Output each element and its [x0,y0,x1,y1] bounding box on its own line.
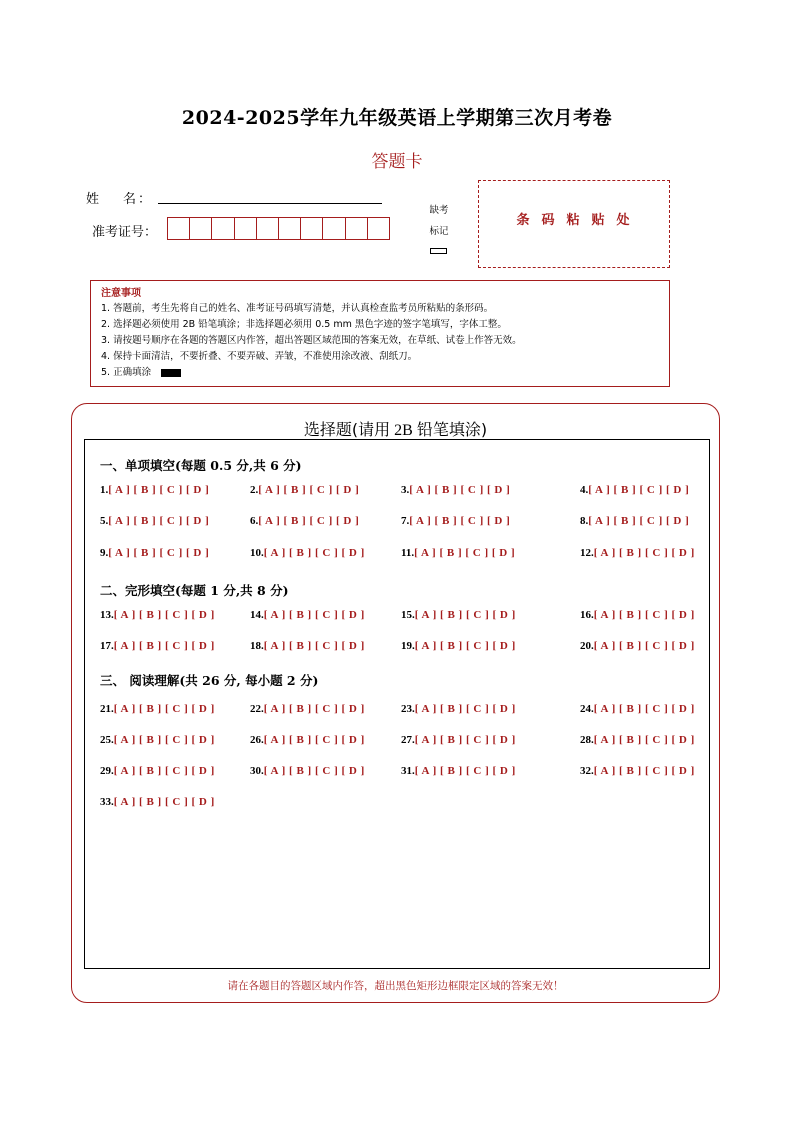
question-number: 17. [100,640,114,652]
answer-bubbles[interactable]: [ A ] [ B ] [ C ] [ D ] [113,703,215,715]
question-29-options[interactable] [100,765,215,777]
question-21-options[interactable] [100,703,215,715]
answer-bubbles[interactable]: [ A ] [ B ] [ C ] [ D ] [113,796,215,808]
question-number: 23. [401,703,415,715]
question-number: 33. [100,796,114,808]
question-number: 1. [100,484,109,496]
question-16-options[interactable] [580,609,695,621]
question-number: 4. [580,484,589,496]
answer-bubbles[interactable]: [ A ] [ B ] [ C ] [ D ] [414,703,516,715]
question-17-options[interactable] [100,640,215,652]
question-number: 13. [100,609,114,621]
part-heading: 二、完形填空(每题 1 分,共 8 分) [100,583,289,598]
question-number: 18. [250,640,264,652]
answer-bubbles[interactable]: [ A ] [ B ] [ C ] [ D ] [263,609,365,621]
name-field[interactable] [158,203,382,204]
question-number: 10. [250,547,264,559]
question-number: 26. [250,734,264,746]
answer-bubbles[interactable]: [ A ] [ B ] [ C ] [ D ] [414,547,516,559]
answer-bubbles[interactable]: [ A ] [ B ] [ C ] [ D ] [409,515,511,527]
exam-id-digit-box[interactable] [211,217,234,240]
question-31-options[interactable] [401,765,516,777]
answer-bubbles[interactable]: [ A ] [ B ] [ C ] [ D ] [593,640,695,652]
question-number: 20. [580,640,594,652]
question-number: 24. [580,703,594,715]
answer-bubbles[interactable]: [ A ] [ B ] [ C ] [ D ] [414,640,516,652]
notice-item: 2. 选择题必须使用 2B 铅笔填涂；非选择题必须用 0.5 mm 黑色字迹的签字笔填写，字体工整。 [101,319,507,330]
question-26-options[interactable] [250,734,365,746]
question-number: 28. [580,734,594,746]
answer-bubbles[interactable]: [ A ] [ B ] [ C ] [ D ] [108,515,210,527]
exam-id-digit-box[interactable] [256,217,279,240]
question-33-options[interactable] [100,796,215,808]
answer-bubbles[interactable]: [ A ] [ B ] [ C ] [ D ] [593,609,695,621]
question-number: 21. [100,703,114,715]
answer-bubbles[interactable]: [ A ] [ B ] [ C ] [ D ] [414,734,516,746]
answer-bubbles[interactable]: [ A ] [ B ] [ C ] [ D ] [258,515,360,527]
notice-item: 1. 答题前，考生先将自己的姓名、准考证号码填写清楚，并认真检查监考员所粘贴的条形码。 [101,303,494,314]
absent-mark-box[interactable] [430,248,447,254]
answer-bubbles[interactable]: [ A ] [ B ] [ C ] [ D ] [593,734,695,746]
question-number: 22. [250,703,264,715]
question-number: 29. [100,765,114,777]
absent-mark-label: 缺考 标记 [429,205,449,237]
question-8-options[interactable] [580,515,689,527]
notice-item: 3. 请按题号顺序在各题的答题区内作答，超出答题区域范围的答案无效，在草纸、试卷上作答无效。 [101,335,522,346]
exam-id-digit-box[interactable] [322,217,345,240]
exam-id-digit-box[interactable] [167,217,190,240]
question-number: 19. [401,640,415,652]
answer-bubbles[interactable]: [ A ] [ B ] [ C ] [ D ] [409,484,511,496]
question-19-options[interactable] [401,640,516,652]
question-number: 8. [580,515,589,527]
question-6-options[interactable] [250,515,359,527]
answer-bubbles[interactable]: [ A ] [ B ] [ C ] [ D ] [258,484,360,496]
answer-bubbles[interactable]: [ A ] [ B ] [ C ] [ D ] [593,547,695,559]
exam-id-digit-box[interactable] [345,217,368,240]
question-number: 3. [401,484,410,496]
question-15-options[interactable] [401,609,516,621]
question-number: 6. [250,515,259,527]
answer-bubbles[interactable]: [ A ] [ B ] [ C ] [ D ] [593,703,695,715]
answer-bubbles[interactable]: [ A ] [ B ] [ C ] [ D ] [263,703,365,715]
question-2-options[interactable] [250,484,359,496]
exam-id-field[interactable] [167,217,389,240]
question-number: 16. [580,609,594,621]
notice-item: 4. 保持卡面清洁，不要折叠、不要弄破、弄皱，不准使用涂改液、刮纸刀。 [101,351,418,362]
question-number: 15. [401,609,415,621]
notice-item: 5. 正确填涂 [101,365,659,381]
question-23-options[interactable] [401,703,516,715]
answer-bubbles[interactable]: [ A ] [ B ] [ C ] [ D ] [113,765,215,777]
question-11-options[interactable] [401,547,515,559]
exam-id-digit-box[interactable] [300,217,323,240]
question-number: 27. [401,734,415,746]
exam-id-digit-box[interactable] [367,217,390,240]
exam-id-digit-box[interactable] [189,217,212,240]
question-28-options[interactable] [580,734,695,746]
question-24-options[interactable] [580,703,695,715]
question-20-options[interactable] [580,640,695,652]
notice-heading: 注意事项 [101,288,141,299]
filled-mark-sample [161,369,181,377]
question-7-options[interactable] [401,515,510,527]
question-number: 12. [580,547,594,559]
answer-bubbles[interactable]: [ A ] [ B ] [ C ] [ D ] [108,547,210,559]
answer-bubbles[interactable]: [ A ] [ B ] [ C ] [ D ] [414,765,516,777]
choice-section-title: 选择题(请用 2B 铅笔填涂) [303,420,488,439]
question-25-options[interactable] [100,734,215,746]
question-12-options[interactable] [580,547,695,559]
answer-area-warning: 请在各题目的答题区域内作答，超出黑色矩形边框限定区域的答案无效！ [227,980,564,992]
question-13-options[interactable] [100,609,215,621]
answer-bubbles[interactable]: [ A ] [ B ] [ C ] [ D ] [263,547,365,559]
answer-bubbles[interactable]: [ A ] [ B ] [ C ] [ D ] [588,484,690,496]
question-number: 7. [401,515,410,527]
question-30-options[interactable] [250,765,365,777]
question-9-options[interactable] [100,547,209,559]
question-number: 30. [250,765,264,777]
question-number: 2. [250,484,259,496]
question-3-options[interactable] [401,484,510,496]
exam-id-digit-box[interactable] [234,217,257,240]
question-number: 11. [401,547,415,559]
question-4-options[interactable] [580,484,689,496]
question-number: 14. [250,609,264,621]
answer-bubbles[interactable]: [ A ] [ B ] [ C ] [ D ] [263,765,365,777]
answer-bubbles[interactable]: [ A ] [ B ] [ C ] [ D ] [108,484,210,496]
answer-bubbles[interactable]: [ A ] [ B ] [ C ] [ D ] [263,640,365,652]
answer-bubbles[interactable]: [ A ] [ B ] [ C ] [ D ] [113,734,215,746]
question-32-options[interactable] [580,765,695,777]
answer-bubbles[interactable]: [ A ] [ B ] [ C ] [ D ] [113,640,215,652]
question-number: 32. [580,765,594,777]
part-heading: 三、 阅读理解(共 26 分, 每小题 2 分) [100,673,319,688]
barcode-label: 条码粘贴处 [516,213,642,228]
question-27-options[interactable] [401,734,516,746]
exam-id-label: 准考证号： [92,225,158,240]
answer-bubbles[interactable]: [ A ] [ B ] [ C ] [ D ] [263,734,365,746]
page-title: 2024-2025学年九年级英语上学期第三次月考卷 [181,107,613,129]
page-subtitle: 答题卡 [371,152,423,172]
question-10-options[interactable] [250,547,365,559]
exam-id-digit-box[interactable] [278,217,301,240]
question-number: 31. [401,765,415,777]
answer-bubbles[interactable]: [ A ] [ B ] [ C ] [ D ] [414,609,516,621]
barcode-area [478,180,670,268]
question-22-options[interactable] [250,703,365,715]
answer-bubbles[interactable]: [ A ] [ B ] [ C ] [ D ] [113,609,215,621]
question-number: 5. [100,515,109,527]
answer-bubbles[interactable]: [ A ] [ B ] [ C ] [ D ] [593,765,695,777]
question-5-options[interactable] [100,515,209,527]
name-label: 姓 名： [86,192,154,207]
question-number: 25. [100,734,114,746]
question-number: 9. [100,547,109,559]
notice-box [90,280,670,387]
question-18-options[interactable] [250,640,365,652]
question-14-options[interactable] [250,609,365,621]
part-heading: 一、单项填空(每题 0.5 分,共 6 分) [100,458,302,473]
question-1-options[interactable] [100,484,209,496]
answer-bubbles[interactable]: [ A ] [ B ] [ C ] [ D ] [588,515,690,527]
